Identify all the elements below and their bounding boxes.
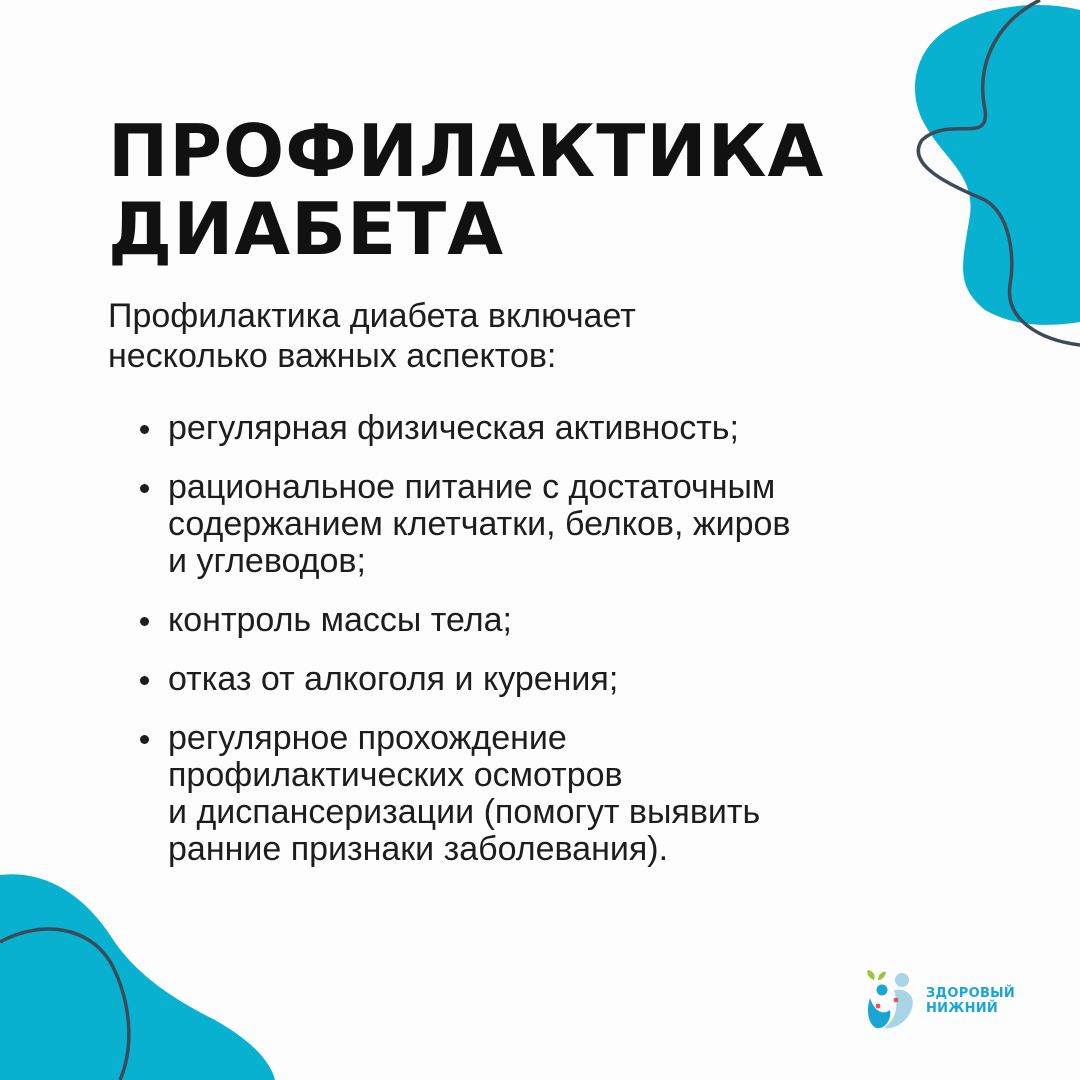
logo-text-line-1: ЗДОРОВЫЙ (926, 986, 1016, 1001)
list-item-line: содержанием клетчатки, белков, жиров (168, 505, 791, 543)
list-item (168, 469, 948, 580)
list-item-line: отказ от алкоголя и курения; (168, 660, 619, 698)
list-item-line: регулярное прохождение (168, 719, 567, 757)
title-line-1: ПРОФИЛАКТИКА (108, 109, 825, 193)
list-item (168, 602, 948, 639)
page-title (108, 109, 825, 271)
list-item (168, 720, 948, 868)
logo-text (926, 986, 1015, 1016)
bullet-icon (140, 735, 149, 744)
list-item-line: регулярная физическая активность; (168, 409, 739, 447)
top-right-curve-line (918, 0, 1080, 345)
bullet-icon (140, 425, 149, 434)
title-line-2: ДИАБЕТА (108, 187, 505, 271)
bullet-icon (140, 484, 149, 493)
intro-line-2: несколько важных аспектов: (108, 337, 557, 375)
bottom-left-blob (0, 874, 275, 1080)
list-item-line: контроль массы тела; (168, 601, 512, 639)
intro-line-1: Профилактика диабета включает (108, 297, 636, 335)
bullet-icon (140, 617, 149, 626)
zdorovy-nizhny-logo-icon (864, 970, 920, 1032)
list-item (168, 661, 948, 698)
list-item-line: рациональное питание с достаточным (168, 468, 776, 506)
brand-logo (864, 970, 1015, 1032)
prevention-list (168, 410, 948, 890)
top-right-blob (915, 5, 1080, 325)
list-item-line: и углеводов; (168, 542, 366, 580)
bottom-left-curve-line (0, 929, 129, 1080)
bullet-icon (140, 676, 149, 685)
list-item-line: профилактических осмотров (168, 756, 623, 794)
logo-text-line-2: НИЖНИЙ (926, 1001, 999, 1016)
list-item-line: ранние признаки заболевания). (168, 830, 669, 868)
intro-text (108, 296, 808, 376)
list-item (168, 410, 948, 447)
list-item-line: и диспансеризации (помогут выявить (168, 793, 761, 831)
